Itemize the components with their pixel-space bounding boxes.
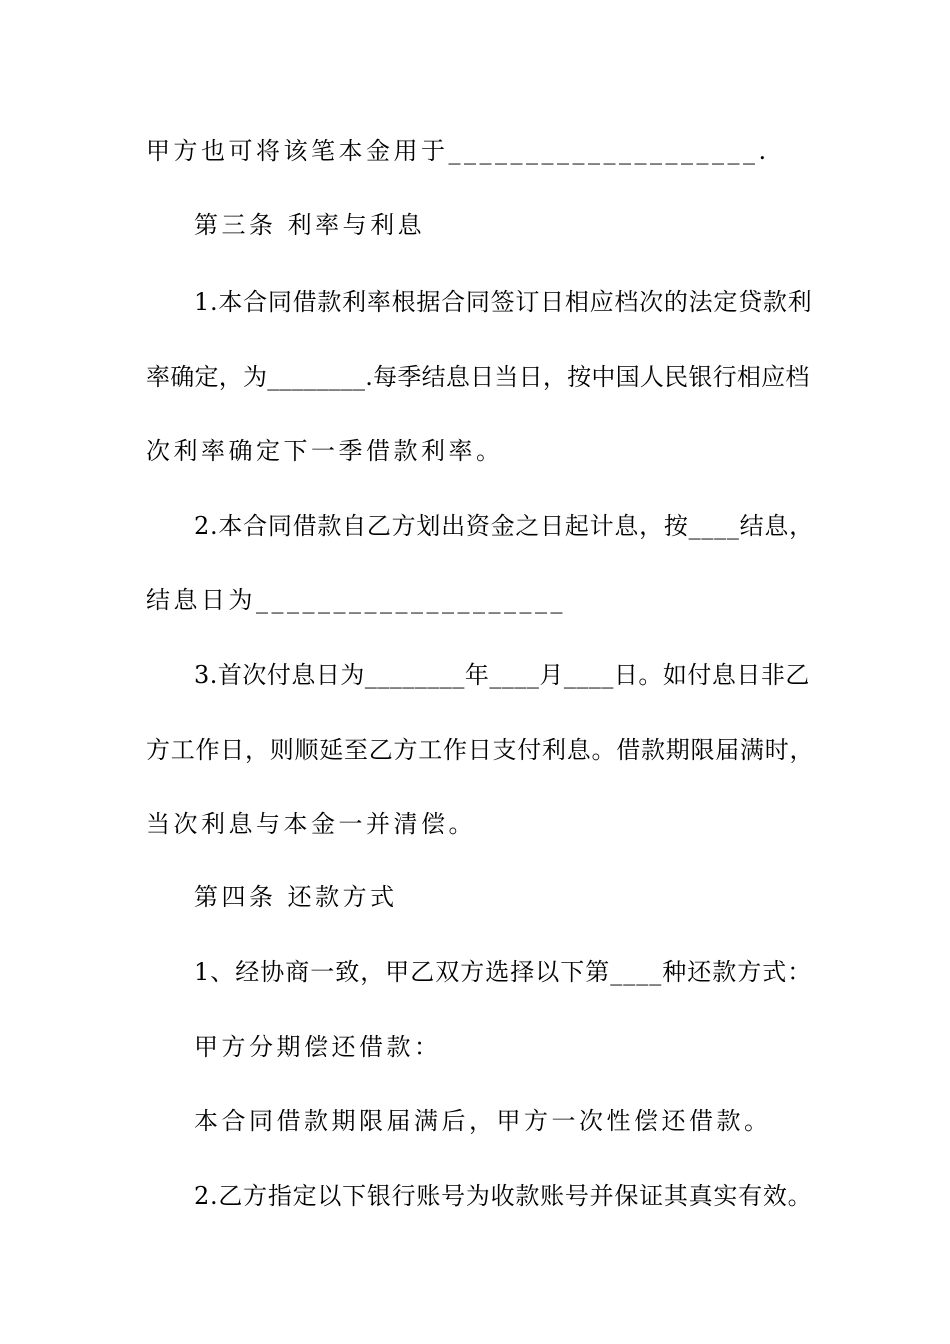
article-3-heading: 第三条 利率与利息 [194,211,426,239]
clause-4-1-line-1: 1、经协商一致，甲乙双方选择以下第____种还款方式： [194,958,813,986]
clause-3-1-line-1: 1.本合同借款利率根据合同签订日相应档次的法定贷款利 [194,288,813,316]
clause-3-2-line-1: 2.本合同借款自乙方划出资金之日起计息，按____结息， [194,512,814,540]
option-lump-sum-line: 本合同借款期限届满后，甲方一次性偿还借款。 [194,1107,772,1135]
clause-3-3-line-1: 3.首次付息日为________年____月____日。如付息日非乙 [194,661,810,689]
clause-3-3-line-2: 方工作日，则顺延至乙方工作日支付利息。借款期限届满时， [146,736,815,764]
body-line-principal-use: 甲方也可将该笔本金用于____________________. [146,137,770,165]
clause-4-2-line-1: 2.乙方指定以下银行账号为收款账号并保证其真实有效。 [194,1182,813,1210]
clause-3-3-line-3: 当次利息与本金一并清偿。 [146,810,476,838]
clause-3-2-line-2: 结息日为____________________ [146,586,566,614]
option-installment-line: 甲方分期偿还借款： [194,1033,442,1061]
clause-3-1-line-2: 率确定，为________.每季结息日当日，按中国人民银行相应档 [146,363,810,391]
article-4-heading: 第四条 还款方式 [194,883,398,911]
clause-3-1-line-3: 次利率确定下一季借款利率。 [146,437,504,465]
